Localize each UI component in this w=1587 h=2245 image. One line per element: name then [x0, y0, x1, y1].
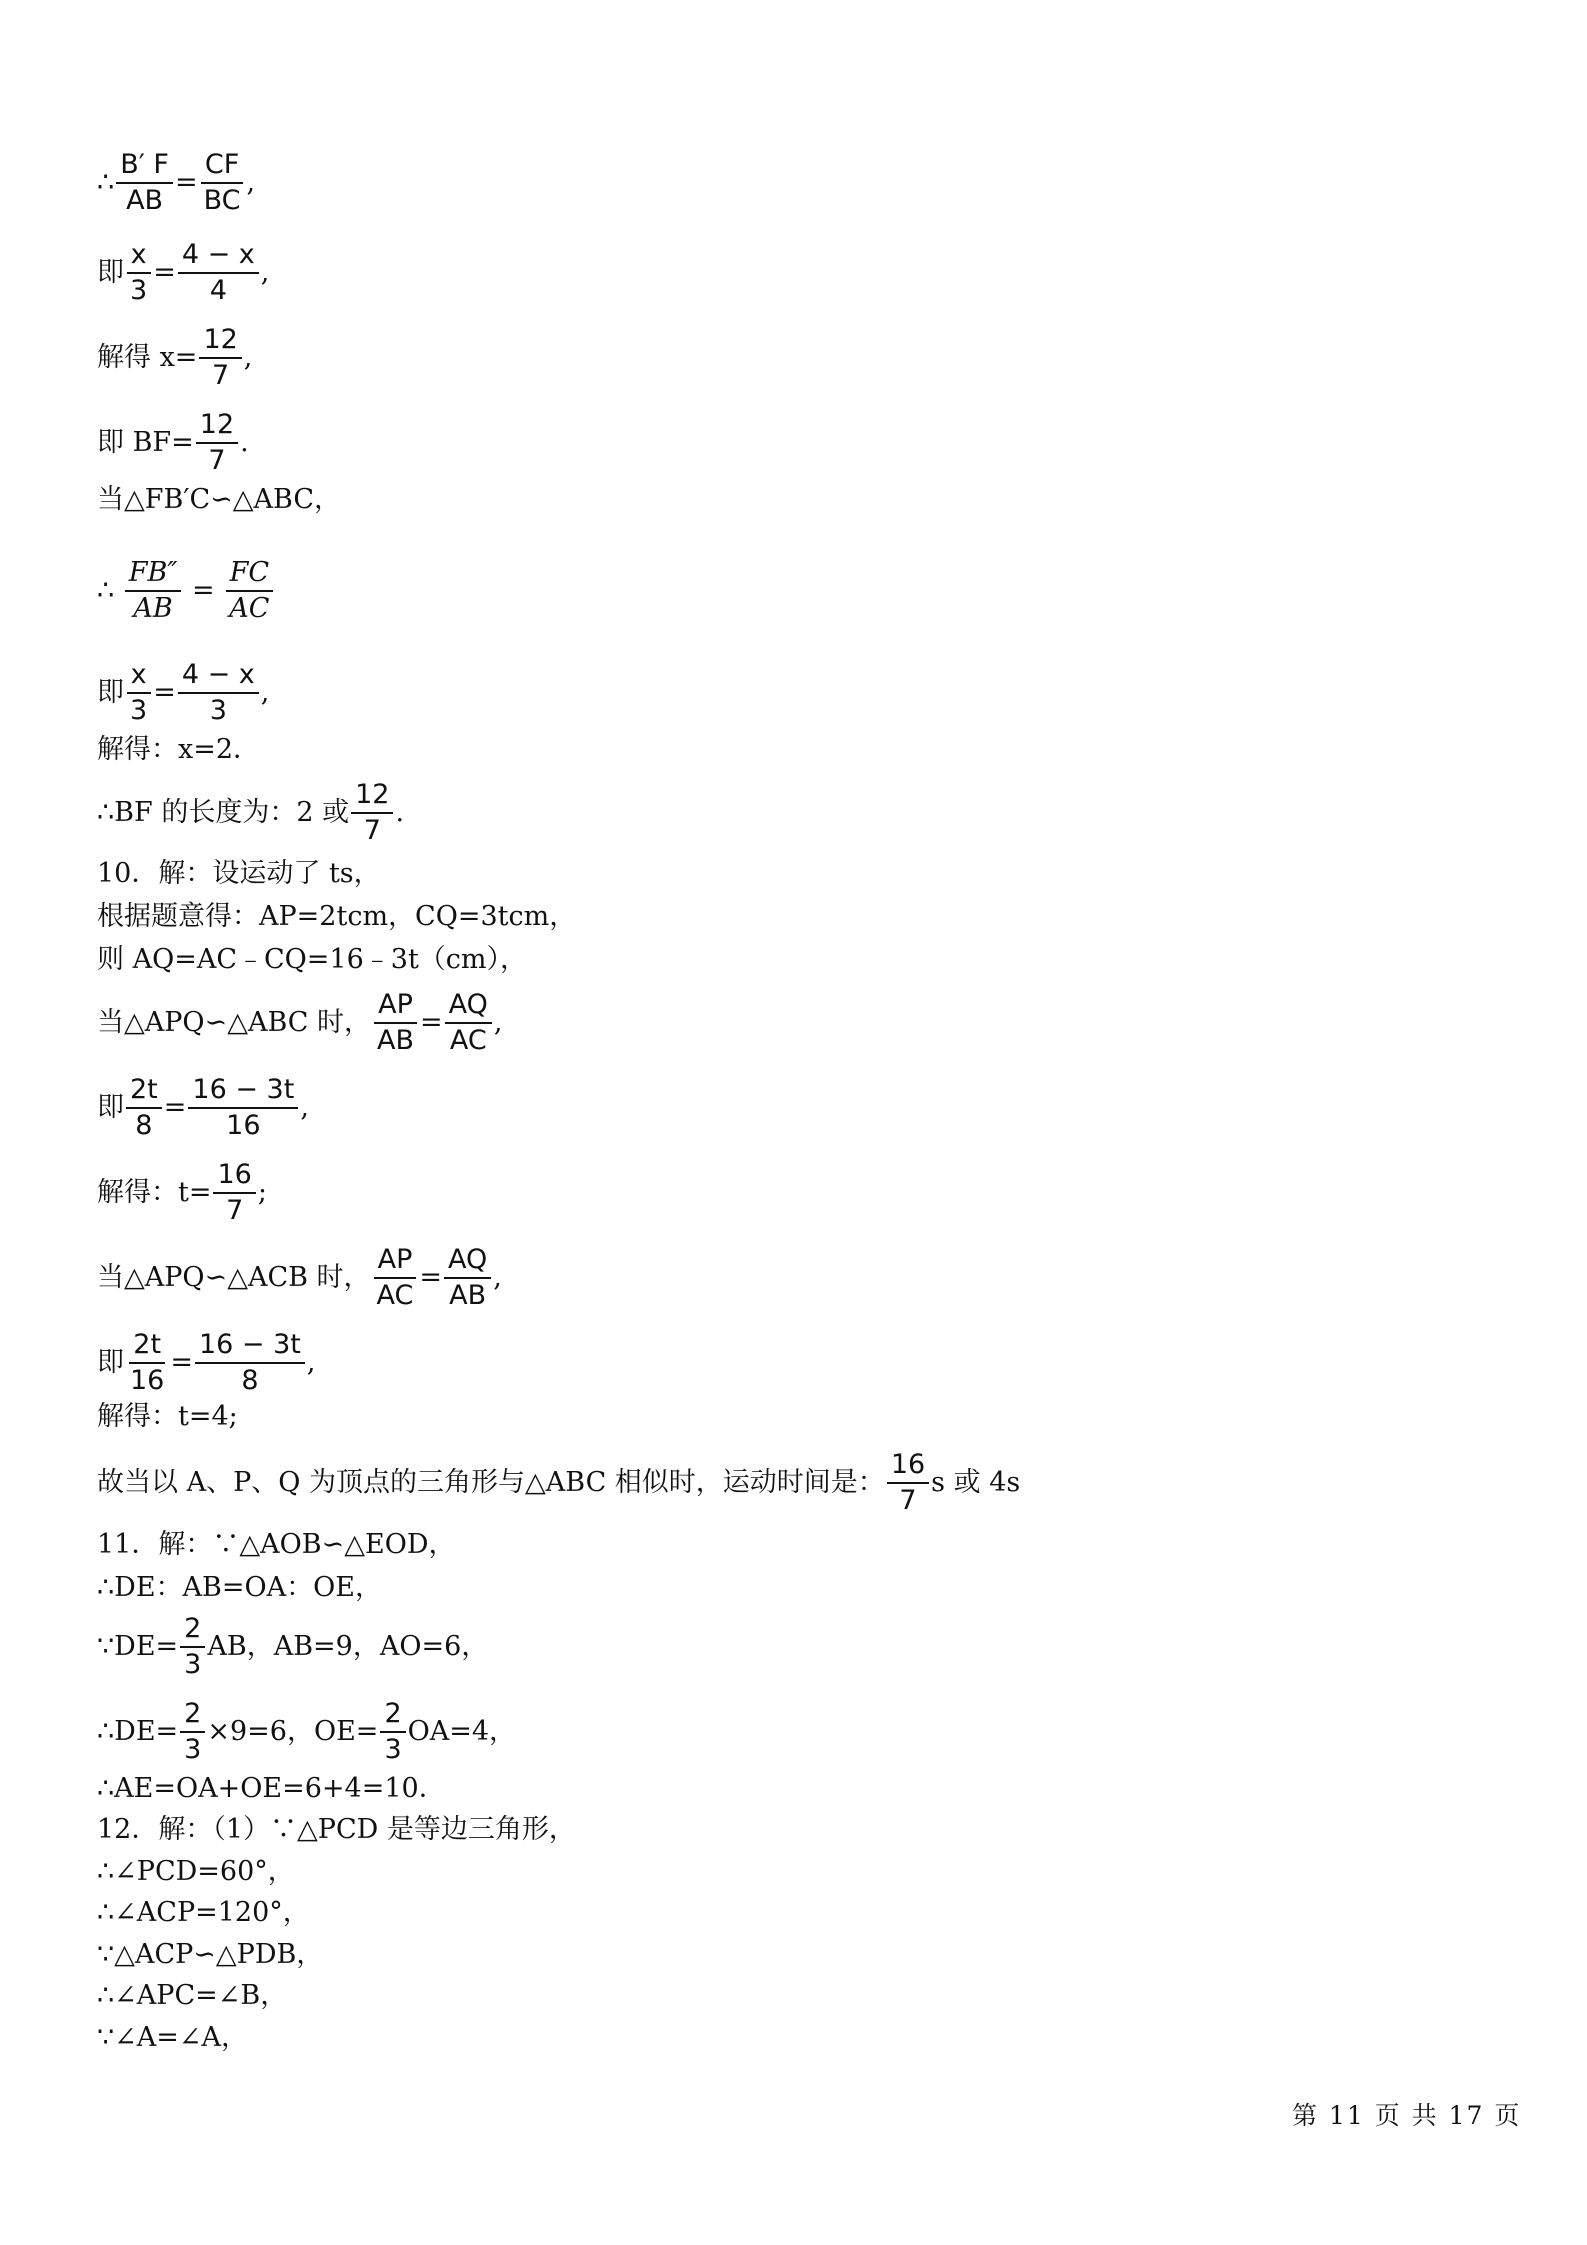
line-3: [97, 325, 252, 391]
text: 解得 x=: [97, 342, 198, 373]
line-26: [97, 1855, 295, 1889]
text: =: [153, 677, 176, 708]
numerator: B′ F: [116, 150, 173, 184]
fraction: [126, 1330, 168, 1396]
denominator: 3: [209, 695, 227, 726]
denominator: BC: [203, 185, 241, 216]
numerator: 2: [180, 1614, 205, 1648]
numerator: AP: [374, 1245, 417, 1279]
line-11: [97, 900, 576, 934]
line-19: [97, 1450, 1020, 1516]
text: 解得：x=2．: [97, 734, 261, 765]
text: 即: [97, 1347, 124, 1378]
denominator: 3: [184, 1649, 202, 1680]
denominator: 7: [899, 1485, 917, 1516]
line-8: [97, 733, 260, 767]
line-21: [97, 1571, 382, 1605]
line-30: [97, 2021, 248, 2055]
numerator: 16 − 3t: [195, 1330, 305, 1364]
text: ∵△ACP∽△PDB，: [97, 1939, 324, 1970]
denominator: 7: [212, 360, 230, 391]
fraction: [125, 558, 182, 624]
text: =: [163, 1092, 187, 1123]
text: AB，AB=9，AO=6，: [207, 1631, 489, 1662]
fraction: [213, 1160, 255, 1226]
numerator: FC: [226, 558, 273, 592]
denominator: AC: [449, 1025, 487, 1056]
line-10: [97, 857, 381, 891]
numerator: 12: [199, 325, 241, 359]
text: ∴AE=OA+OE=6+4=10．: [97, 1773, 446, 1804]
text: ,: [306, 1347, 316, 1378]
fraction: [373, 1245, 418, 1311]
text: 即 BF=: [97, 427, 194, 458]
text: =: [153, 257, 176, 288]
text: ,: [300, 1092, 309, 1123]
line-25: [97, 1813, 576, 1847]
numerator: 12: [196, 410, 238, 444]
fraction: [126, 660, 151, 726]
denominator: 16: [130, 1365, 165, 1396]
denominator: 7: [208, 445, 226, 476]
line-23: [97, 1699, 516, 1765]
denominator: 3: [384, 1734, 402, 1765]
text: ∴∠APC=∠B，: [97, 1980, 288, 2011]
denominator: AB: [126, 185, 164, 216]
text: .: [395, 797, 405, 828]
denominator: 4: [209, 275, 227, 306]
fraction: [380, 1699, 405, 1765]
numerator: 2t: [129, 1330, 165, 1364]
line-27: [97, 1896, 310, 1930]
text: OA=4，: [407, 1716, 517, 1747]
numerator: 16 − 3t: [188, 1075, 298, 1109]
line-24: [97, 1772, 446, 1806]
text: 当△APQ∽△ABC 时，: [97, 1007, 372, 1038]
text: s 或 4s: [931, 1467, 1021, 1498]
fraction: [116, 150, 173, 216]
numerator: 4 − x: [178, 660, 259, 694]
denominator: AC: [229, 593, 270, 624]
line-9: [97, 780, 404, 846]
line-12: [97, 943, 527, 977]
text: 解得：t=: [97, 1177, 212, 1208]
line-4: [97, 410, 249, 476]
numerator: 2t: [126, 1075, 162, 1109]
denominator: AB: [133, 593, 173, 624]
fraction: [225, 558, 273, 624]
text: ∴DE：AB=OA：OE，: [97, 1572, 382, 1603]
text: ∴∠ACP=120°，: [97, 1897, 310, 1928]
numerator: AQ: [444, 1245, 491, 1279]
text: 11．解：∵△AOB∽△EOD，: [97, 1529, 456, 1560]
denominator: AB: [449, 1280, 487, 1311]
line-7: [97, 660, 269, 726]
denominator: 7: [363, 815, 381, 846]
text: ∴DE=: [97, 1716, 179, 1747]
line-2: [97, 240, 269, 306]
numerator: 16: [213, 1160, 255, 1194]
text: ∵DE=: [97, 1631, 179, 1662]
line-29: [97, 1979, 287, 2013]
text: =: [420, 1007, 443, 1038]
fraction: [445, 990, 492, 1056]
line-1: [97, 150, 255, 216]
text: ∴: [97, 575, 123, 606]
text: ,: [246, 167, 256, 198]
text: 故当以 A、P、Q 为顶点的三角形与△ABC 相似时，运动时间是：: [97, 1467, 885, 1498]
text: 当△FB′C∽△ABC，: [97, 484, 342, 515]
text: 即: [97, 1092, 124, 1123]
text: ∵∠A=∠A，: [97, 2022, 249, 2053]
fraction: [887, 1450, 929, 1516]
fraction: [351, 780, 393, 846]
fraction: [373, 990, 418, 1056]
fraction: [180, 1699, 205, 1765]
numerator: AQ: [445, 990, 492, 1024]
text: ;: [257, 1177, 267, 1208]
numerator: 2: [380, 1699, 405, 1733]
numerator: AP: [374, 990, 417, 1024]
denominator: 16: [226, 1110, 261, 1141]
fraction: [178, 660, 259, 726]
denominator: 3: [130, 695, 148, 726]
fraction: [178, 240, 259, 306]
text: ∴: [97, 167, 115, 198]
line-22: [97, 1614, 488, 1680]
fraction: [199, 325, 241, 391]
fraction: [126, 240, 151, 306]
fraction: [196, 410, 238, 476]
text: ,: [260, 677, 270, 708]
line-20: [97, 1528, 455, 1562]
fraction: [195, 1330, 305, 1396]
line-13: [97, 990, 503, 1056]
numerator: x: [127, 240, 151, 274]
page-number-footer: 第 11 页 共 17 页: [1292, 2101, 1522, 2130]
text: 12．解：（1）∵△PCD 是等边三角形，: [97, 1814, 576, 1845]
fraction: [200, 150, 245, 216]
numerator: 4 − x: [178, 240, 259, 274]
line-16: [97, 1245, 502, 1311]
text: .: [240, 427, 249, 458]
text: 则 AQ=AC﹣CQ=16﹣3t（cm），: [97, 944, 528, 975]
fraction: [180, 1614, 205, 1680]
fraction: [444, 1245, 491, 1311]
text: =: [174, 167, 198, 198]
line-14: [97, 1075, 309, 1141]
numerator: 16: [887, 1450, 929, 1484]
text: ×9=6，OE=: [207, 1716, 379, 1747]
denominator: 7: [226, 1195, 244, 1226]
text: =: [419, 1262, 443, 1293]
text: ,: [243, 342, 253, 373]
text: 当△APQ∽△ACB 时，: [97, 1262, 371, 1293]
text: ∴BF 的长度为：2 或: [97, 797, 350, 828]
line-17: [97, 1330, 316, 1396]
numerator: CF: [201, 150, 243, 184]
text: 解得：t=4;: [97, 1401, 238, 1432]
line-18: [97, 1400, 238, 1434]
numerator: x: [127, 660, 151, 694]
numerator: 2: [180, 1699, 205, 1733]
line-5: [97, 483, 341, 517]
denominator: AB: [377, 1025, 415, 1056]
numerator: FB″: [125, 558, 182, 592]
text: ,: [260, 257, 270, 288]
text: ∴∠PCD=60°，: [97, 1856, 295, 1887]
text: =: [183, 575, 224, 606]
text: 根据题意得：AP=2tcm，CQ=3tcm，: [97, 901, 577, 932]
line-28: [97, 1938, 323, 1972]
text: ,: [493, 1262, 502, 1293]
denominator: 3: [130, 275, 148, 306]
denominator: 8: [135, 1110, 153, 1141]
numerator: 12: [351, 780, 393, 814]
fraction: [126, 1075, 162, 1141]
denominator: 3: [184, 1734, 202, 1765]
fraction: [188, 1075, 298, 1141]
text: =: [170, 1347, 193, 1378]
text: ,: [493, 1007, 503, 1038]
line-6: [97, 558, 275, 624]
denominator: 8: [241, 1365, 259, 1396]
text: 即: [97, 257, 124, 288]
text: 即: [97, 677, 124, 708]
denominator: AC: [376, 1280, 414, 1311]
text: 10．解：设运动了 ts，: [97, 858, 381, 889]
line-15: [97, 1160, 267, 1226]
